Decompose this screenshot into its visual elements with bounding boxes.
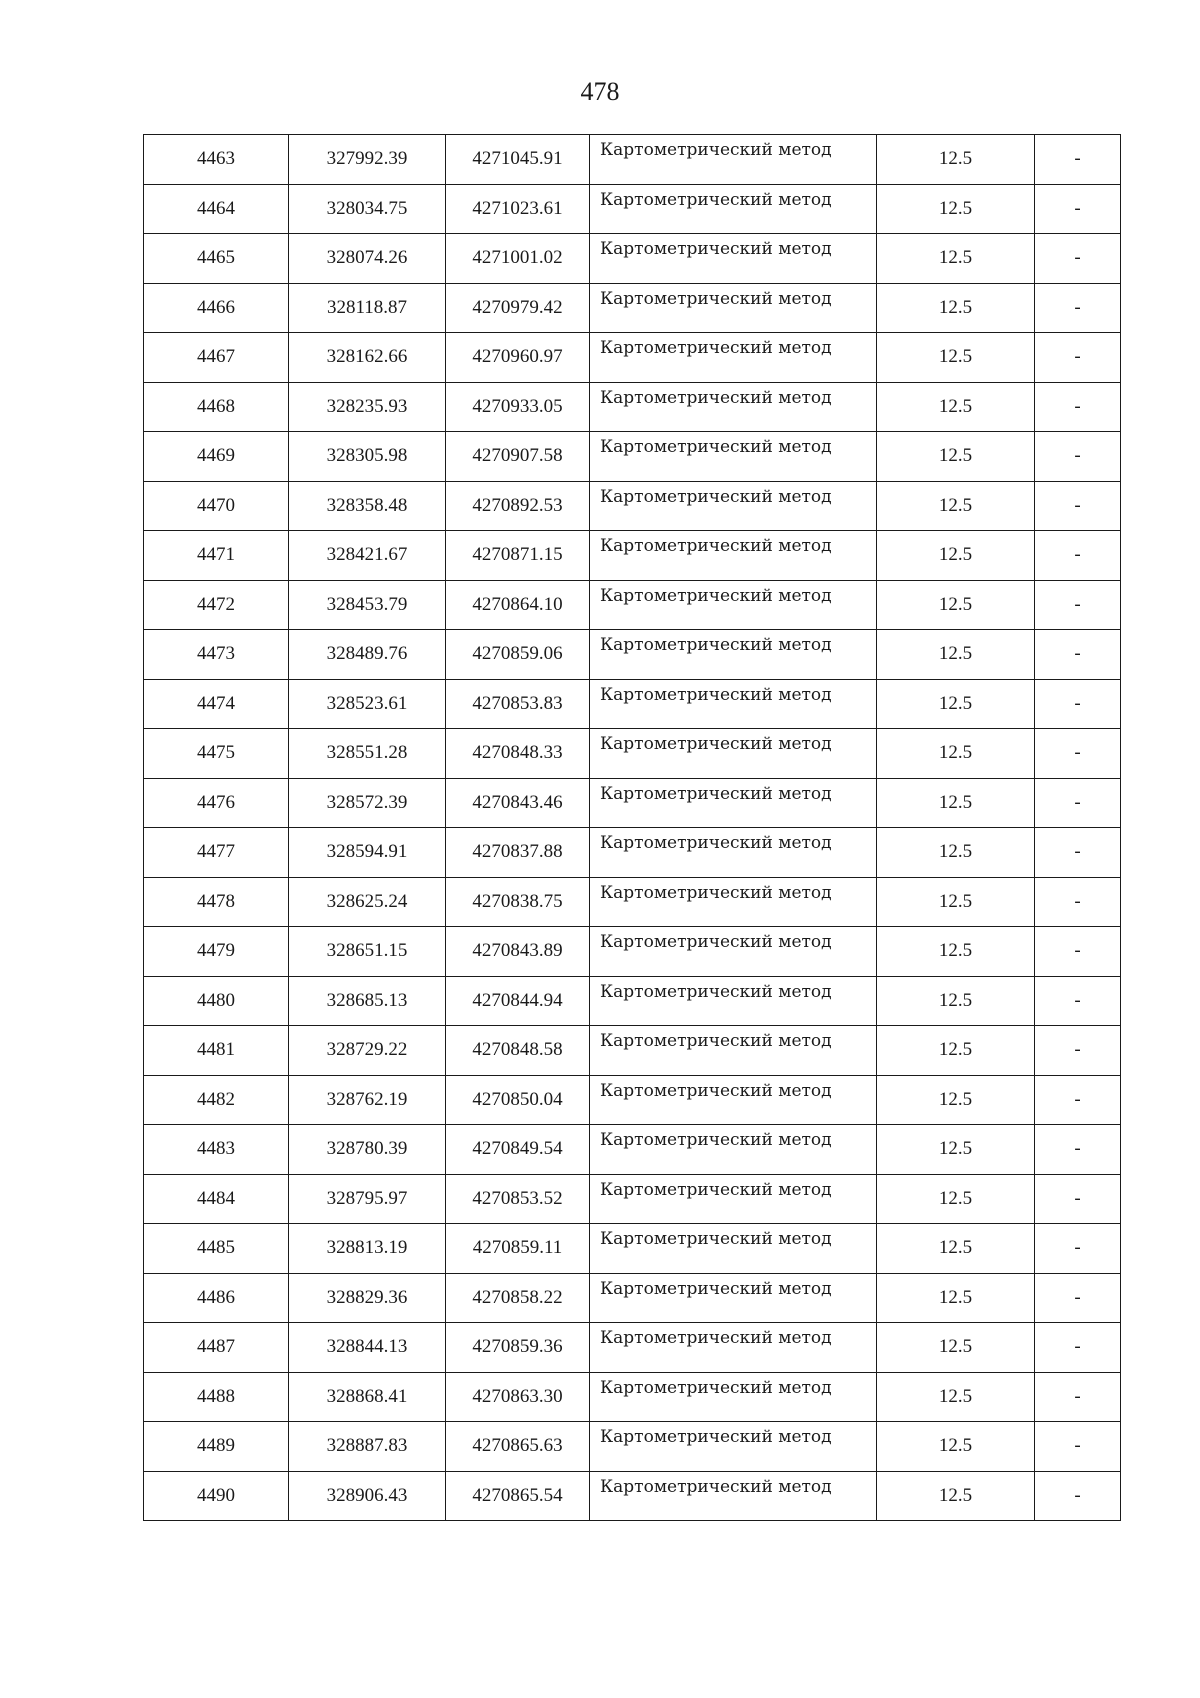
table-row bbox=[144, 234, 1121, 284]
accuracy-cell: 12.5 bbox=[877, 729, 1035, 779]
x-coordinate-cell: 328887.83 bbox=[289, 1422, 446, 1472]
point-number-cell: 4480 bbox=[144, 976, 289, 1026]
point-number-cell: 4481 bbox=[144, 1026, 289, 1076]
table-row bbox=[144, 1273, 1121, 1323]
table-row bbox=[144, 481, 1121, 531]
note-cell: - bbox=[1035, 1422, 1121, 1472]
note-cell: - bbox=[1035, 580, 1121, 630]
accuracy-cell: 12.5 bbox=[877, 1125, 1035, 1175]
table-row bbox=[144, 1323, 1121, 1373]
coordinates-table bbox=[143, 134, 1121, 1521]
x-coordinate-cell: 328489.76 bbox=[289, 630, 446, 680]
x-coordinate-cell: 328551.28 bbox=[289, 729, 446, 779]
x-coordinate-cell: 328572.39 bbox=[289, 778, 446, 828]
method-cell: Картометрический метод bbox=[590, 283, 877, 333]
y-coordinate-cell: 4270843.46 bbox=[446, 778, 590, 828]
note-cell: - bbox=[1035, 927, 1121, 977]
note-cell: - bbox=[1035, 1224, 1121, 1274]
note-cell: - bbox=[1035, 778, 1121, 828]
table-row bbox=[144, 630, 1121, 680]
note-cell: - bbox=[1035, 531, 1121, 581]
table-row bbox=[144, 729, 1121, 779]
table-row bbox=[144, 927, 1121, 977]
method-cell: Картометрический метод bbox=[590, 333, 877, 383]
y-coordinate-cell: 4270979.42 bbox=[446, 283, 590, 333]
x-coordinate-cell: 328523.61 bbox=[289, 679, 446, 729]
table-row bbox=[144, 531, 1121, 581]
table-row bbox=[144, 877, 1121, 927]
x-coordinate-cell: 328762.19 bbox=[289, 1075, 446, 1125]
accuracy-cell: 12.5 bbox=[877, 877, 1035, 927]
note-cell: - bbox=[1035, 333, 1121, 383]
point-number-cell: 4467 bbox=[144, 333, 289, 383]
accuracy-cell: 12.5 bbox=[877, 1273, 1035, 1323]
y-coordinate-cell: 4270907.58 bbox=[446, 432, 590, 482]
point-number-cell: 4477 bbox=[144, 828, 289, 878]
point-number-cell: 4469 bbox=[144, 432, 289, 482]
point-number-cell: 4484 bbox=[144, 1174, 289, 1224]
method-cell: Картометрический метод bbox=[590, 729, 877, 779]
note-cell: - bbox=[1035, 729, 1121, 779]
x-coordinate-cell: 327992.39 bbox=[289, 135, 446, 185]
x-coordinate-cell: 328421.67 bbox=[289, 531, 446, 581]
point-number-cell: 4486 bbox=[144, 1273, 289, 1323]
accuracy-cell: 12.5 bbox=[877, 283, 1035, 333]
point-number-cell: 4489 bbox=[144, 1422, 289, 1472]
point-number-cell: 4465 bbox=[144, 234, 289, 284]
x-coordinate-cell: 328906.43 bbox=[289, 1471, 446, 1521]
point-number-cell: 4475 bbox=[144, 729, 289, 779]
accuracy-cell: 12.5 bbox=[877, 1224, 1035, 1274]
y-coordinate-cell: 4270859.11 bbox=[446, 1224, 590, 1274]
x-coordinate-cell: 328625.24 bbox=[289, 877, 446, 927]
accuracy-cell: 12.5 bbox=[877, 778, 1035, 828]
note-cell: - bbox=[1035, 432, 1121, 482]
x-coordinate-cell: 328685.13 bbox=[289, 976, 446, 1026]
accuracy-cell: 12.5 bbox=[877, 1471, 1035, 1521]
table-row bbox=[144, 976, 1121, 1026]
point-number-cell: 4463 bbox=[144, 135, 289, 185]
method-cell: Картометрический метод bbox=[590, 877, 877, 927]
y-coordinate-cell: 4270933.05 bbox=[446, 382, 590, 432]
y-coordinate-cell: 4270849.54 bbox=[446, 1125, 590, 1175]
point-number-cell: 4490 bbox=[144, 1471, 289, 1521]
table-row bbox=[144, 1026, 1121, 1076]
note-cell: - bbox=[1035, 1273, 1121, 1323]
accuracy-cell: 12.5 bbox=[877, 1174, 1035, 1224]
point-number-cell: 4471 bbox=[144, 531, 289, 581]
x-coordinate-cell: 328651.15 bbox=[289, 927, 446, 977]
y-coordinate-cell: 4270864.10 bbox=[446, 580, 590, 630]
y-coordinate-cell: 4270865.54 bbox=[446, 1471, 590, 1521]
note-cell: - bbox=[1035, 1075, 1121, 1125]
method-cell: Картометрический метод bbox=[590, 580, 877, 630]
note-cell: - bbox=[1035, 184, 1121, 234]
note-cell: - bbox=[1035, 1026, 1121, 1076]
table-row bbox=[144, 382, 1121, 432]
y-coordinate-cell: 4270859.36 bbox=[446, 1323, 590, 1373]
point-number-cell: 4478 bbox=[144, 877, 289, 927]
table-row bbox=[144, 580, 1121, 630]
point-number-cell: 4468 bbox=[144, 382, 289, 432]
coordinates-table-body bbox=[144, 135, 1121, 1521]
table-row bbox=[144, 679, 1121, 729]
table-row bbox=[144, 778, 1121, 828]
point-number-cell: 4472 bbox=[144, 580, 289, 630]
x-coordinate-cell: 328358.48 bbox=[289, 481, 446, 531]
point-number-cell: 4473 bbox=[144, 630, 289, 680]
note-cell: - bbox=[1035, 1323, 1121, 1373]
point-number-cell: 4474 bbox=[144, 679, 289, 729]
point-number-cell: 4470 bbox=[144, 481, 289, 531]
y-coordinate-cell: 4270859.06 bbox=[446, 630, 590, 680]
note-cell: - bbox=[1035, 877, 1121, 927]
x-coordinate-cell: 328729.22 bbox=[289, 1026, 446, 1076]
point-number-cell: 4479 bbox=[144, 927, 289, 977]
method-cell: Картометрический метод bbox=[590, 382, 877, 432]
accuracy-cell: 12.5 bbox=[877, 333, 1035, 383]
point-number-cell: 4476 bbox=[144, 778, 289, 828]
accuracy-cell: 12.5 bbox=[877, 580, 1035, 630]
table-row bbox=[144, 333, 1121, 383]
method-cell: Картометрический метод bbox=[590, 481, 877, 531]
table-row bbox=[144, 1125, 1121, 1175]
table-row bbox=[144, 1174, 1121, 1224]
note-cell: - bbox=[1035, 382, 1121, 432]
y-coordinate-cell: 4271001.02 bbox=[446, 234, 590, 284]
method-cell: Картометрический метод bbox=[590, 778, 877, 828]
accuracy-cell: 12.5 bbox=[877, 927, 1035, 977]
table-row bbox=[144, 135, 1121, 185]
x-coordinate-cell: 328162.66 bbox=[289, 333, 446, 383]
table-row bbox=[144, 1224, 1121, 1274]
x-coordinate-cell: 328594.91 bbox=[289, 828, 446, 878]
point-number-cell: 4482 bbox=[144, 1075, 289, 1125]
accuracy-cell: 12.5 bbox=[877, 234, 1035, 284]
method-cell: Картометрический метод bbox=[590, 1224, 877, 1274]
note-cell: - bbox=[1035, 679, 1121, 729]
accuracy-cell: 12.5 bbox=[877, 1026, 1035, 1076]
x-coordinate-cell: 328305.98 bbox=[289, 432, 446, 482]
method-cell: Картометрический метод bbox=[590, 135, 877, 185]
table-row bbox=[144, 184, 1121, 234]
method-cell: Картометрический метод bbox=[590, 531, 877, 581]
table-row bbox=[144, 1372, 1121, 1422]
accuracy-cell: 12.5 bbox=[877, 1372, 1035, 1422]
y-coordinate-cell: 4270844.94 bbox=[446, 976, 590, 1026]
x-coordinate-cell: 328868.41 bbox=[289, 1372, 446, 1422]
y-coordinate-cell: 4270838.75 bbox=[446, 877, 590, 927]
y-coordinate-cell: 4270858.22 bbox=[446, 1273, 590, 1323]
point-number-cell: 4487 bbox=[144, 1323, 289, 1373]
point-number-cell: 4485 bbox=[144, 1224, 289, 1274]
y-coordinate-cell: 4270843.89 bbox=[446, 927, 590, 977]
accuracy-cell: 12.5 bbox=[877, 481, 1035, 531]
method-cell: Картометрический метод bbox=[590, 1075, 877, 1125]
y-coordinate-cell: 4270848.58 bbox=[446, 1026, 590, 1076]
table-row bbox=[144, 1471, 1121, 1521]
x-coordinate-cell: 328034.75 bbox=[289, 184, 446, 234]
note-cell: - bbox=[1035, 1471, 1121, 1521]
note-cell: - bbox=[1035, 481, 1121, 531]
method-cell: Картометрический метод bbox=[590, 1174, 877, 1224]
y-coordinate-cell: 4271023.61 bbox=[446, 184, 590, 234]
accuracy-cell: 12.5 bbox=[877, 184, 1035, 234]
method-cell: Картометрический метод bbox=[590, 1323, 877, 1373]
note-cell: - bbox=[1035, 1174, 1121, 1224]
method-cell: Картометрический метод bbox=[590, 927, 877, 977]
x-coordinate-cell: 328780.39 bbox=[289, 1125, 446, 1175]
y-coordinate-cell: 4270853.83 bbox=[446, 679, 590, 729]
y-coordinate-cell: 4271045.91 bbox=[446, 135, 590, 185]
table-row bbox=[144, 283, 1121, 333]
x-coordinate-cell: 328118.87 bbox=[289, 283, 446, 333]
accuracy-cell: 12.5 bbox=[877, 1323, 1035, 1373]
point-number-cell: 4483 bbox=[144, 1125, 289, 1175]
note-cell: - bbox=[1035, 283, 1121, 333]
note-cell: - bbox=[1035, 828, 1121, 878]
accuracy-cell: 12.5 bbox=[877, 1075, 1035, 1125]
accuracy-cell: 12.5 bbox=[877, 382, 1035, 432]
method-cell: Картометрический метод bbox=[590, 976, 877, 1026]
method-cell: Картометрический метод bbox=[590, 828, 877, 878]
method-cell: Картометрический метод bbox=[590, 1125, 877, 1175]
accuracy-cell: 12.5 bbox=[877, 531, 1035, 581]
method-cell: Картометрический метод bbox=[590, 679, 877, 729]
accuracy-cell: 12.5 bbox=[877, 135, 1035, 185]
accuracy-cell: 12.5 bbox=[877, 976, 1035, 1026]
point-number-cell: 4464 bbox=[144, 184, 289, 234]
point-number-cell: 4488 bbox=[144, 1372, 289, 1422]
x-coordinate-cell: 328844.13 bbox=[289, 1323, 446, 1373]
x-coordinate-cell: 328813.19 bbox=[289, 1224, 446, 1274]
method-cell: Картометрический метод bbox=[590, 234, 877, 284]
accuracy-cell: 12.5 bbox=[877, 1422, 1035, 1472]
note-cell: - bbox=[1035, 1125, 1121, 1175]
method-cell: Картометрический метод bbox=[590, 1422, 877, 1472]
note-cell: - bbox=[1035, 630, 1121, 680]
method-cell: Картометрический метод bbox=[590, 1026, 877, 1076]
note-cell: - bbox=[1035, 1372, 1121, 1422]
note-cell: - bbox=[1035, 234, 1121, 284]
y-coordinate-cell: 4270960.97 bbox=[446, 333, 590, 383]
x-coordinate-cell: 328829.36 bbox=[289, 1273, 446, 1323]
accuracy-cell: 12.5 bbox=[877, 679, 1035, 729]
method-cell: Картометрический метод bbox=[590, 630, 877, 680]
y-coordinate-cell: 4270850.04 bbox=[446, 1075, 590, 1125]
method-cell: Картометрический метод bbox=[590, 1273, 877, 1323]
table-row bbox=[144, 1075, 1121, 1125]
note-cell: - bbox=[1035, 976, 1121, 1026]
page-number: 478 bbox=[580, 77, 620, 106]
y-coordinate-cell: 4270863.30 bbox=[446, 1372, 590, 1422]
method-cell: Картометрический метод bbox=[590, 1372, 877, 1422]
y-coordinate-cell: 4270853.52 bbox=[446, 1174, 590, 1224]
point-number-cell: 4466 bbox=[144, 283, 289, 333]
y-coordinate-cell: 4270892.53 bbox=[446, 481, 590, 531]
note-cell: - bbox=[1035, 135, 1121, 185]
y-coordinate-cell: 4270837.88 bbox=[446, 828, 590, 878]
y-coordinate-cell: 4270848.33 bbox=[446, 729, 590, 779]
accuracy-cell: 12.5 bbox=[877, 432, 1035, 482]
table-row bbox=[144, 1422, 1121, 1472]
method-cell: Картометрический метод bbox=[590, 432, 877, 482]
method-cell: Картометрический метод bbox=[590, 1471, 877, 1521]
x-coordinate-cell: 328795.97 bbox=[289, 1174, 446, 1224]
table-row bbox=[144, 432, 1121, 482]
x-coordinate-cell: 328453.79 bbox=[289, 580, 446, 630]
y-coordinate-cell: 4270871.15 bbox=[446, 531, 590, 581]
accuracy-cell: 12.5 bbox=[877, 828, 1035, 878]
table-row bbox=[144, 828, 1121, 878]
method-cell: Картометрический метод bbox=[590, 184, 877, 234]
y-coordinate-cell: 4270865.63 bbox=[446, 1422, 590, 1472]
accuracy-cell: 12.5 bbox=[877, 630, 1035, 680]
x-coordinate-cell: 328074.26 bbox=[289, 234, 446, 284]
x-coordinate-cell: 328235.93 bbox=[289, 382, 446, 432]
